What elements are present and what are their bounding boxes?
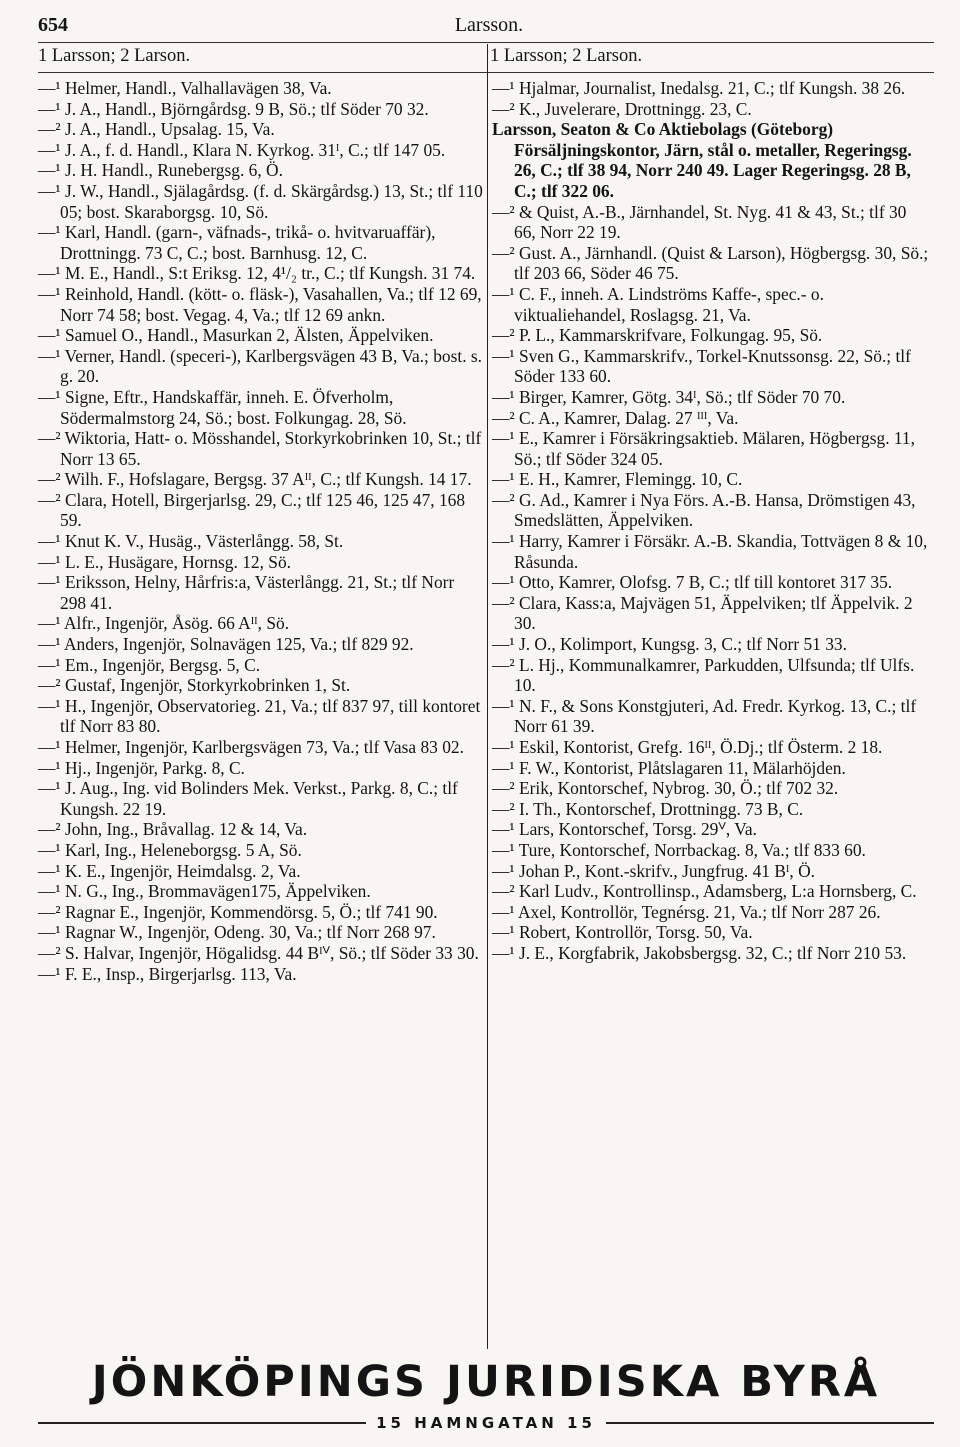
directory-entry: —¹ J. A., Handl., Björngårdsg. 9 B, Sö.; tlf Söder 70 32. [38, 98, 429, 119]
directory-entry: —² Erik, Kontorschef, Nybrog. 30, Ö.; tlf 702 32. [492, 778, 839, 799]
directory-entry: —¹ E., Kamrer i Försäkringsaktieb. Mälaren, Högbergsg. 11, Sö.; tlf Söder 324 05. [492, 428, 915, 469]
directory-entry: —² G. Ad., Kamrer i Nya Förs. A.-B. Hansa, Drömstigen 43, Smedslätten, Äppelviken. [492, 489, 916, 531]
directory-entry: —¹ Anders, Ingenjör, Solnavägen 125, Va.; tlf 829 92. [38, 634, 414, 655]
page-title: Larsson. [454, 14, 524, 36]
directory-entry: —¹ Helmer, Ingenjör, Karlbergsvägen 73, Va.; tlf Vasa 83 02. [38, 737, 464, 757]
address-rule-right [606, 1422, 934, 1424]
directory-entry: —¹ Signe, Eftr., Handskaffär, inneh. E. Öfverholm, Södermalmstorg 24, Sö.; bost. Folkungag. 28, Sö. [38, 386, 407, 428]
directory-entry: —¹ M. E., Handl., S:t Eriksg. 12, 4¹/₂ tr., C.; tlf Kungsh. 31 74. [38, 263, 476, 284]
directory-entry: —² Gustaf, Ingenjör, Storkyrkobrinken 1, St. [38, 675, 351, 696]
column-divider [487, 44, 488, 1349]
directory-entry: —² J. A., Handl., Upsalag. 15, Va. [38, 119, 275, 140]
directory-entry: —¹ Ture, Kontorschef, Norrbackag. 8, Va.; tlf 833 60. [492, 839, 866, 860]
directory-entry: —² & Quist, A.-B., Järnhandel, St. Nyg. 41 & 43, St.; tlf 30 66, Norr 22 19. [492, 201, 907, 243]
directory-entry: —¹ Ragnar W., Ingenjör, Odeng. 30, Va.; tlf Norr 268 97. [38, 922, 436, 943]
directory-entry: —¹ J. E., Korgfabrik, Jakobsbergsg. 32, C.; tlf Norr 210 53. [492, 942, 907, 963]
directory-entry: —¹ J. O., Kolimport, Kungsg. 3, C.; tlf Norr 51 33. [492, 634, 847, 655]
directory-entry: —¹ Eskil, Kontorist, Grefg. 16ᴵᴵ, Ö.Dj.; tlf Österm. 2 18. [492, 737, 883, 757]
directory-entry: —¹ F. W., Kontorist, Plåtslagaren 11, Mälarhöjden. [492, 757, 846, 778]
directory-entry: —² C. A., Kamrer, Dalag. 27 ᴵᴵᴵ, Va. [492, 407, 739, 428]
directory-entry: —² John, Ing., Bråvallag. 12 & 14, Va. [38, 819, 308, 840]
directory-entry: —¹ J. Aug., Ing. vid Bolinders Mek. Verkst., Parkg. 8, C.; tlf Kungsh. 22 19. [38, 778, 458, 819]
directory-entry: —¹ N. F., & Sons Konstgjuteri, Ad. Fredr. Kyrkog. 13, C.; tlf Norr 61 39. [492, 695, 917, 737]
address-rule-left [38, 1422, 366, 1424]
left-column-header: 1 Larsson; 2 Larson. [38, 46, 191, 66]
directory-entry: —¹ Helmer, Handl., Valhallavägen 38, Va. [38, 78, 332, 98]
directory-entry: —¹ H., Ingenjör, Observatorieg. 21, Va.; tlf 837 97, till kontoret tlf Norr 83 80. [38, 695, 481, 737]
directory-entry: —² K., Juvelerare, Drottningg. 23, C. [492, 98, 752, 119]
directory-entry: —¹ J. H. Handl., Runebergsg. 6, Ö. [38, 160, 283, 181]
directory-entry: —¹ Karl, Ing., Heleneborgsg. 5 A, Sö. [38, 839, 302, 860]
page-number: 654 [38, 14, 68, 36]
directory-entry: —² I. Th., Kontorschef, Drottningg. 73 B, C. [492, 798, 804, 819]
directory-entry: —¹ Samuel O., Handl., Masurkan 2, Älsten, Äppelviken. [38, 325, 434, 346]
directory-entry: —¹ Hj., Ingenjör, Parkg. 8, C. [38, 757, 245, 778]
directory-entry: —¹ Lars, Kontorschef, Torsg. 29ⱽ, Va. [492, 819, 757, 840]
advertisement-address-row [38, 1412, 934, 1434]
directory-entry: —² L. Hj., Kommunalkamrer, Parkudden, Ulfsunda; tlf Ulfs. 10. [492, 654, 915, 696]
directory-entry: —¹ K. E., Ingenjör, Heimdalsg. 2, Va. [38, 860, 301, 881]
directory-entry: —¹ C. F., inneh. A. Lindströms Kaffe-, spec.- o. viktualiehandel, Roslagsg. 21, Va. [492, 283, 824, 325]
header-rule [38, 42, 934, 43]
directory-entry: —¹ N. G., Ing., Brommavägen175, Äppelviken. [38, 881, 371, 902]
directory-entry: —¹ Reinhold, Handl. (kött- o. fläsk-), Vasahallen, Va.; tlf 12 69, Norr 74 58; bost. Vegag. 4, Va.; tlf 12 69 ankn. [38, 283, 482, 325]
directory-entry: —¹ Karl, Handl. (garn-, väfnads-, trikå- o. hvitvaruaffär), Drottningg. 73 C, C.; bost. Barnhusg. 12, C. [38, 222, 436, 263]
advertisement-address: 15 HAMNGATAN 15 [376, 1414, 596, 1432]
directory-entry: —² Ragnar E., Ingenjör, Kommendörsg. 5, Ö.; tlf 741 90. [38, 901, 438, 922]
advertisement-banner: JÖNKÖPINGS JURIDISKA BYRÅ [91, 1357, 881, 1407]
directory-entry: Larsson, Seaton & Co Aktiebolags (Göteborg) Försäljningskontor, Järn, stål o. metaller, Regeringsg. 26, C.; tlf 38 94, Norr 240 49. Lager Regeringsg. 28 B, C.; tlf 322 06. [492, 119, 912, 201]
directory-entry: —¹ Otto, Kamrer, Olofsg. 7 B, C.; tlf till kontoret 317 35. [492, 572, 893, 593]
directory-entry: —¹ Sven G., Kammarskrifv., Torkel-Knutssonsg. 22, Sö.; tlf Söder 133 60. [492, 345, 911, 387]
directory-entry: —¹ Axel, Kontrollör, Tegnérsg. 21, Va.; tlf Norr 287 26. [492, 901, 881, 922]
directory-entry: —¹ Harry, Kamrer i Försäkr. A.-B. Skandia, Tottvägen 8 & 10, Råsunda. [492, 531, 928, 572]
directory-entry: —¹ Birger, Kamrer, Götg. 34ᴵ, Sö.; tlf Söder 70 70. [492, 386, 846, 407]
directory-entry: —¹ J. W., Handl., Själagårdsg. (f. d. Skärgårdsg.) 13, St.; tlf 110 05; bost. Skaraborgsg. 10, Sö. [38, 180, 483, 222]
page-header [38, 14, 940, 40]
directory-entry: —² Wiktoria, Hatt- o. Mösshandel, Storkyrkobrinken 10, St.; tlf Norr 13 65. [38, 428, 482, 469]
right-column [492, 78, 932, 964]
directory-entry: —² Karl Ludv., Kontrollinsp., Adamsberg, L:a Hornsberg, C. [492, 881, 917, 902]
directory-entry: —¹ Alfr., Ingenjör, Åsög. 66 Aᴵᴵ, Sö. [38, 613, 290, 634]
directory-entry: —² Clara, Kass:a, Majvägen 51, Äppelviken; tlf Äppelvik. 2 30. [492, 592, 913, 634]
directory-entry: —¹ Knut K. V., Husäg., Västerlångg. 58, St. [38, 531, 344, 552]
right-column-header: 1 Larsson; 2 Larson. [490, 46, 643, 66]
directory-entry: —¹ L. E., Husägare, Hornsg. 12, Sö. [38, 551, 291, 572]
directory-entry: —¹ Johan P., Kont.-skrifv., Jungfrug. 41 Bᴵ, Ö. [492, 860, 815, 881]
directory-entry: —¹ Verner, Handl. (speceri-), Karlbergsvägen 43 B, Va.; bost. s. g. 20. [38, 345, 483, 387]
directory-entry: —² Wilh. F., Hofslagare, Bergsg. 37 Aᴵᴵ, C.; tlf Kungsh. 14 17. [38, 469, 472, 490]
directory-entry: —² Gust. A., Järnhandl. (Quist & Larson), Högbergsg. 30, Sö.; tlf 203 66, Söder 46 75. [492, 242, 929, 284]
directory-entry: —¹ Eriksson, Helny, Hårfris:a, Västerlångg. 21, St.; tlf Norr 298 41. [38, 572, 455, 613]
directory-entry: —¹ J. A., f. d. Handl., Klara N. Kyrkog. 31ᴵ, C.; tlf 147 05. [38, 139, 446, 160]
left-column [38, 78, 484, 984]
directory-entry: —¹ F. E., Insp., Birgerjarlsg. 113, Va. [38, 963, 297, 984]
column-header-rule [38, 72, 934, 73]
directory-entry: —² P. L., Kammarskrifvare, Folkungag. 95, Sö. [492, 325, 823, 346]
directory-entry: —¹ E. H., Kamrer, Flemingg. 10, C. [492, 469, 743, 490]
directory-entry: —¹ Robert, Kontrollör, Torsg. 50, Va. [492, 922, 753, 943]
directory-entry: —¹ Em., Ingenjör, Bergsg. 5, C. [38, 654, 261, 675]
directory-entry: —¹ Hjalmar, Journalist, Inedalsg. 21, C.; tlf Kungsh. 38 26. [492, 78, 906, 98]
directory-entry: —² S. Halvar, Ingenjör, Högalidsg. 44 Bᴵⱽ, Sö.; tlf Söder 33 30. [38, 942, 479, 963]
directory-entry: —² Clara, Hotell, Birgerjarlsg. 29, C.; tlf 125 46, 125 47, 168 59. [38, 489, 466, 531]
